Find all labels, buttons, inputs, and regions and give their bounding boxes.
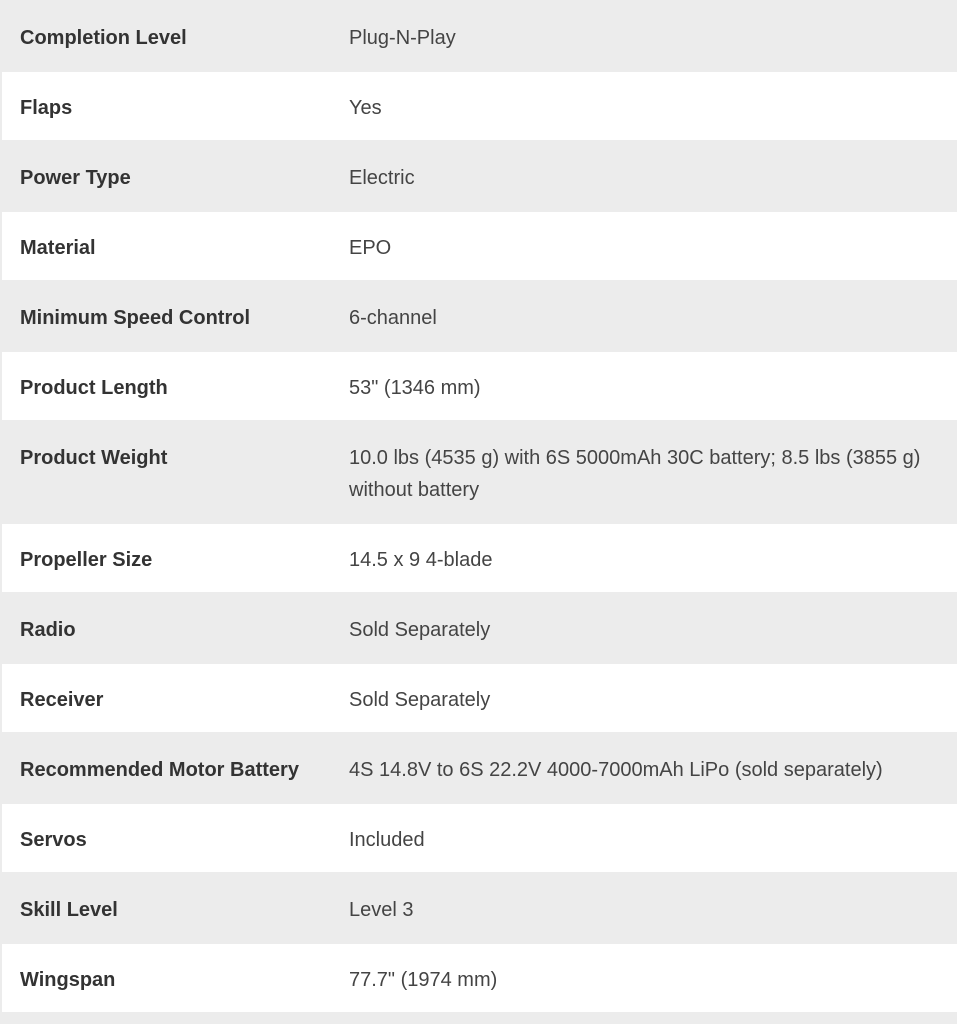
spec-row-flaps — [2, 71, 957, 141]
spec-label: Servos — [20, 829, 87, 851]
spec-row-radio — [2, 593, 957, 663]
spec-label: Radio — [20, 619, 76, 641]
specifications-table — [2, 2, 957, 1014]
spec-value: 77.7" (1974 mm) — [349, 969, 498, 991]
spec-value: Sold Separately — [349, 689, 491, 711]
spec-value: Yes — [349, 97, 382, 119]
spec-row-material — [2, 211, 957, 281]
spec-value: 4S 14.8V to 6S 22.2V 4000-7000mAh LiPo (sold separately) — [349, 759, 883, 781]
spec-row-receiver — [2, 663, 957, 733]
spec-value: Included — [349, 829, 425, 851]
spec-row-completion-level — [2, 2, 957, 71]
spec-row-skill-level — [2, 873, 957, 943]
spec-row-product-length — [2, 351, 957, 421]
spec-value: 53" (1346 mm) — [349, 377, 481, 399]
spec-label: Power Type — [20, 167, 131, 189]
spec-value: 14.5 x 9 4-blade — [349, 549, 493, 571]
spec-value: Level 3 — [349, 899, 414, 921]
spec-row-propeller-size — [2, 523, 957, 593]
spec-label: Product Length — [20, 377, 168, 399]
spec-value: Electric — [349, 167, 415, 189]
spec-label: Receiver — [20, 689, 104, 711]
spec-label: Wingspan — [20, 969, 116, 991]
spec-row-power-type — [2, 141, 957, 211]
spec-label: Propeller Size — [20, 549, 153, 571]
spec-label: Completion Level — [20, 27, 187, 49]
spec-label: Product Weight — [20, 447, 168, 469]
spec-row-recommended-motor-battery — [2, 733, 957, 803]
spec-label: Flaps — [20, 97, 73, 119]
spec-value: Sold Separately — [349, 619, 491, 641]
spec-row-wingspan — [2, 943, 957, 1013]
spec-row-minimum-speed-control — [2, 281, 957, 351]
spec-label: Recommended Motor Battery — [20, 759, 299, 781]
spec-row-servos — [2, 803, 957, 873]
spec-value: 6-channel — [349, 307, 437, 329]
spec-label: Minimum Speed Control — [20, 307, 250, 329]
spec-value: 10.0 lbs (4535 g) with 6S 5000mAh 30C battery; 8.5 lbs (3855 g) without battery — [349, 447, 921, 501]
spec-label: Skill Level — [20, 899, 118, 921]
spec-value: EPO — [349, 237, 392, 259]
spec-label: Material — [20, 237, 96, 259]
spec-row-product-weight — [2, 421, 957, 523]
spec-value: Plug-N-Play — [349, 27, 456, 49]
